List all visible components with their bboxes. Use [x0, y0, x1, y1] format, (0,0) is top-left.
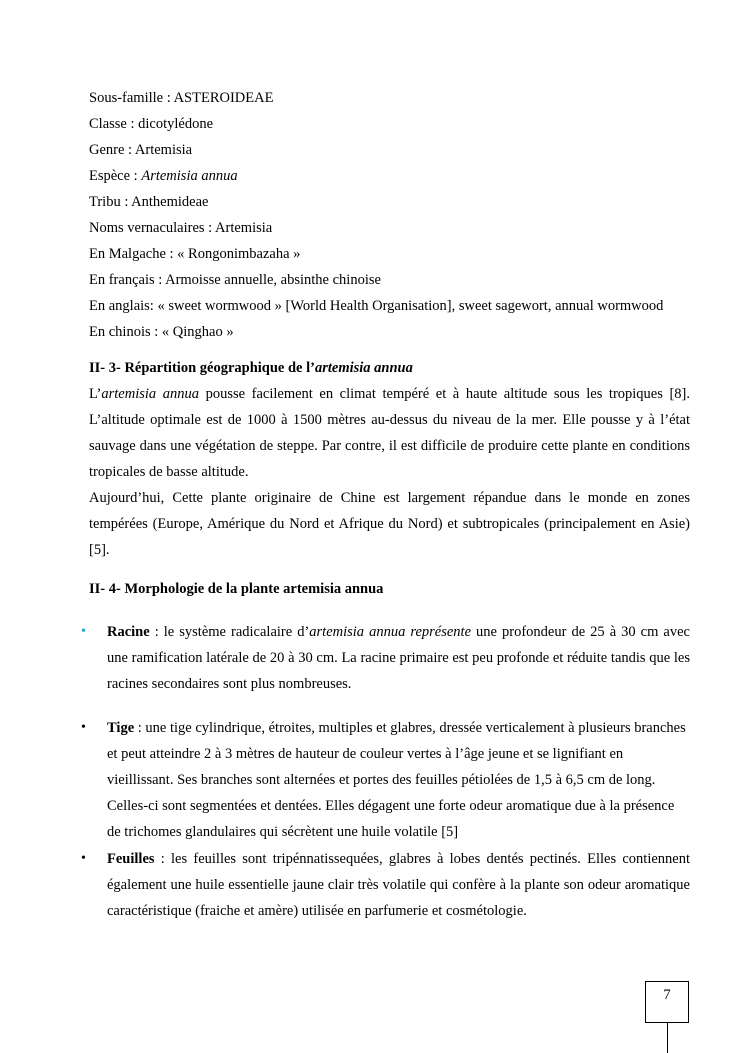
page-number: 7 [663, 987, 671, 1003]
term-tige: Tige [107, 720, 135, 736]
p1-italic: artemisia annua [101, 386, 199, 402]
bullet-icon: • [81, 851, 86, 866]
list-item-tige [107, 715, 690, 845]
taxonomy-francais: En français : Armoisse annuelle, absinthe chinoise [89, 272, 381, 288]
heading-italic: artemisia annua [314, 360, 413, 376]
section-heading-repartition [89, 358, 413, 378]
feuilles-text: : les feuilles sont tripénnatissequées, glabres à lobes dentés pectinés. Elles contiennent également une huile essentielle jaune clair très volatile qui confère à la plante son odeur aromatique caractéristique (fraiche et amère) utilisée en parfumerie et cosmétologie. [107, 851, 690, 919]
tige-text: : une tige cylindrique, étroites, multiples et glabres, dressée verticalement à plusieurs branches et peut atteindre 2 à 3 mètres de hauteur de couleur vertes à l’âge jeune et se lignifiant en vieillissant. Ses branches sont alternées et portes des feuilles pétiolées de 1,5 à 6,5 cm de long. Celles-ci sont segmentées et dentées. Elles dégagent une forte odeur aromatique due à la présence de trichomes glandulaires qui sécrètent une huile volatile [5] [107, 720, 686, 840]
p1-start: L’ [89, 386, 102, 402]
taxonomy-sous-famille: Sous-famille : ASTEROIDEAE [89, 90, 274, 106]
page-number-connector-line [667, 1023, 668, 1053]
term-feuilles: Feuilles [107, 851, 155, 867]
espece-label: Espèce : [89, 168, 142, 184]
taxonomy-espece [89, 166, 709, 192]
section-heading-morphologie: II- 4- Morphologie de la plante artemisia annua [89, 581, 384, 597]
paragraph-repartue: Aujourd’hui, Cette plante originaire de Chine est largement répandue dans le monde en zones tempérées (Europe, Amérique du Nord et Afrique du Nord) et subtropicales (principalement en Asie) [5]. [89, 490, 690, 558]
list-item-racine [107, 619, 690, 697]
racine-text-rest: une profondeur de 25 à 30 cm avec une ramification latérale de 20 à 30 cm. La racine primaire est peu profonde et réduite tandis que les racines secondaires sont plus nombreuses. [107, 624, 690, 692]
racine-italic: artemisia annua représente [309, 624, 472, 640]
taxonomy-genre: Genre : Artemisia [89, 142, 193, 158]
bullet-icon: • [81, 720, 86, 735]
heading-prefix: II- 3- Répartition géographique de l’ [89, 360, 315, 376]
taxonomy-classe: Classe : dicotylédone [89, 116, 214, 132]
taxonomy-tribu: Tribu : Anthemideae [89, 194, 209, 210]
bullet-icon: • [81, 624, 86, 639]
p1-rest: pousse facilement en climat tempéré et à haute altitude sous les tropiques [8]. L’altitude optimale est de 1000 à 1500 mètres au-dessus du niveau de la mer. Elle pousse y à l’état sauvage dans une végétation de steppe. Par contre, il est difficile de produire cette plante en conditions tropicales de basse altitude. [89, 386, 691, 480]
taxonomy-list [89, 88, 709, 348]
racine-text-start: : le système radicalaire d’ [149, 624, 310, 640]
list-item-feuilles [107, 846, 690, 924]
taxonomy-noms-vernaculaires: Noms vernaculaires : Artemisia [89, 220, 273, 236]
paragraph-repartition [89, 381, 690, 563]
paragraph-climat [89, 381, 690, 485]
page-number-box [645, 981, 689, 1023]
term-racine: Racine [107, 624, 150, 640]
taxonomy-anglais: En anglais: « sweet wormwood » [World Health Organisation], sweet sagewort, annual wormwood [89, 298, 664, 314]
espece-value: Artemisia annua [141, 168, 238, 184]
taxonomy-malgache: En Malgache : « Rongonimbazaha » [89, 246, 301, 262]
taxonomy-chinois: En chinois : « Qinghao » [89, 324, 234, 340]
